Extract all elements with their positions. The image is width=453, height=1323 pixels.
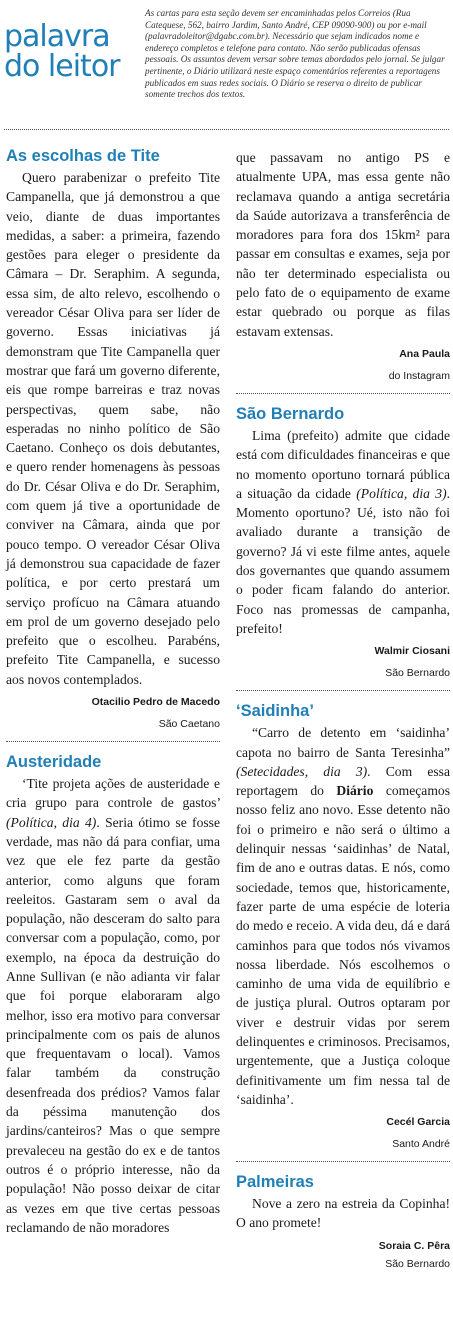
section-header (0, 0, 453, 128)
letter-text: . Com essa reportagem do (236, 763, 450, 799)
letter-divider (6, 741, 220, 742)
letter-place: Santo André (392, 1138, 450, 1151)
logo-line-1: palavra (4, 19, 110, 54)
letter-author: Cecél Garcia (386, 1116, 450, 1129)
letter-reference: (Setecidades, dia 3) (236, 763, 368, 779)
logo-line-2: do leitor (4, 49, 120, 84)
letter-austeridade (6, 752, 220, 1237)
right-column (236, 148, 450, 1271)
letter-divider (236, 1161, 450, 1162)
letter-title: Austeridade (6, 753, 102, 772)
letter-divider (236, 393, 450, 394)
letter-body (236, 426, 450, 638)
letter-title: ‘Saidinha’ (236, 702, 314, 721)
letter-author: Ana Paula (399, 347, 450, 360)
letter-place: do Instagram (388, 369, 450, 382)
letter-quote: ‘Tite projeta ações de austeridade e cria grupo para controle de gastos’ (6, 776, 220, 811)
letter-author: Otacilio Pedro de Macedo (91, 696, 220, 709)
letter-signature (6, 695, 220, 731)
letter-body-part-1 (6, 774, 220, 1237)
header-divider (4, 129, 449, 130)
letter-austeridade-continued (236, 148, 450, 383)
letter-text: começamos nosso feliz ano novo. Esse detento não foi o primeiro e não será o último a delinquir nessas ‘saidinhas’ de Natal, fim de ano e outras datas. E nós, como sociedade, temos que, historicamente, fazer parte de uma espécie de loteria do medo e receio. A vida deu, dá e dará caminhos para que todos nós vivamos nossa liberdade. Nós escolhemos o caminho de uma vida de equilíbrio e de justiça plural. Outros optaram por viver e destruir vidas por serem delinquentes e criminosos. Precisamos, urgentemente, que a Justiça coloque definitivamente um fim nessa tal de ‘saidinha’. (236, 783, 451, 1107)
letter-place: São Caetano (158, 718, 220, 731)
letter-reference: (Política, dia 4) (6, 814, 97, 830)
letter-text: . Momento oportuno? Ué, isto não foi avaliado durante a transição de governo? Já vi este filme antes, aquele dos governantes que quando assumem o poder ficam falando do anterior. Foco nas promessas de campanha, prefeito! (236, 485, 450, 636)
left-column (6, 146, 220, 1237)
letter-divider (236, 690, 450, 691)
letter-body: Quero parabenizar o prefeito Tite Campanella, que já demonstrou a que veio, diante de duas importantes medidas, a saber: a primeira, fazendo gestões para eleger o presidente da Câmara – Dr. Seraphim. A segunda, essa sim, de alto relevo, escolhendo o vereador César Oliva para ser líder de governo. Essas iniciativas já demonstram que Tite Campanella quer mostrar que fará um governo diferente, eis que rompe barreiras e traz novas perspectivas, quem sabe, não esperadas no ninho político de São Caetano. Conheço os dois debutantes, e quero render homenagens às pessoas do Dr. César Oliva e do Dr. Seraphim, com quem já tive a oportunidade de conviver na Câmara, ainda que por pouco tempo. O vereador César Oliva já demonstrou sua capacidade de fazer política, e por certo prestará um serviço profícuo na Câmara atuando em prol de um governo desejado pelo prefeito que o escolheu. Parabéns, prefeito Tite Campanella, e sucesso aos novos contemplados. (6, 170, 220, 687)
letter-title: São Bernardo (236, 404, 345, 423)
newspaper-name: Diário (336, 783, 374, 799)
section-logo (4, 19, 136, 84)
letter-body (236, 723, 450, 1109)
letter-palmeiras (236, 1172, 450, 1271)
letter-body-part-2: que passavam no antigo PS e atualmente UPA, mas essa gente não reclamava quando a antiga secretária da Saúde autorizava a transferência de moradores para fora dos 15km² para passar em consultas e exames, seja por não ter determinado especialista ou pelo fato de o equipamento de exame estar quebrado ou porque as filas estavam extensas. (236, 150, 450, 339)
letter-title: As escolhas de Tite (6, 147, 160, 165)
letter-saidinha (236, 701, 450, 1151)
letter-author: Walmir Ciosani (374, 645, 450, 658)
letter-signature (236, 1239, 450, 1271)
letter-signature (236, 347, 450, 383)
letter-title: Palmeiras (236, 1173, 314, 1192)
letter-place: São Bernardo (385, 1257, 450, 1270)
letter-signature (236, 1115, 450, 1151)
letter-quote: “Carro de detento em ‘saidinha’ capota no bairro de Santa Teresinha” (236, 725, 450, 760)
letter-text: . Seria ótimo se fosse verdade, mas não dá para confiar, uma vez que ele fez parte da gestão anterior, como alguns que foram reeleitos. Gastaram sem o aval da população, não desceram do salto para conversar com a população, como, por exemplo, na época da destruição do Anne Sullivan (e não adianta vir falar que foi porque elaboraram algo melhor, isso era motivo para conversar principalmente com os pais de alunos que frequentavam o local). Vamos falar também da construção desenfreada dos prédios? Vamos falar da péssima manutenção dos jardins/canteiros? Mas o que sempre prevaleceu na gestão do ex e de tantos outros é o próprio interesse, não da população! Não posso deixar de citar as vezes em que tive certas pessoas reclamando de não moradores (6, 814, 220, 1235)
letter-body: Nove a zero na estreia da Copinha! O ano promete! (236, 1196, 450, 1231)
letter-place: São Bernardo (385, 667, 450, 680)
letter-reference: (Política, dia 3) (356, 485, 447, 501)
letter-as-escolhas-de-tite (6, 146, 220, 731)
letter-author: Soraia C. Pêra (378, 1239, 450, 1252)
submission-instructions: As cartas para esta seção devem ser encaminhadas pelos Correios (Rua Catequese, 562, bairro Jardim, Santo André, CEP 09090-900) ou por e-mail (palavradoleitor@dgabc.com.br). Necessário que sejam indicados nome e endereço completos e telefone para contato. Não serão publicadas ofensas pessoais. Os assuntos devem versar sobre temas abordados pelo jornal. Se julgar pertinente, o Diário utilizará neste espaço comentários referentes a reportagens publicados em suas redes sociais. O Diário se reserva o direito de publicar somente trechos dos textos. (145, 8, 445, 100)
letter-signature (236, 644, 450, 680)
letter-text: Lima (prefeito) admite que cidade está com dificuldades financeiras e que no momento oportuno tornará pública a situação da cidade (236, 427, 450, 501)
letter-sao-bernardo (236, 404, 450, 680)
